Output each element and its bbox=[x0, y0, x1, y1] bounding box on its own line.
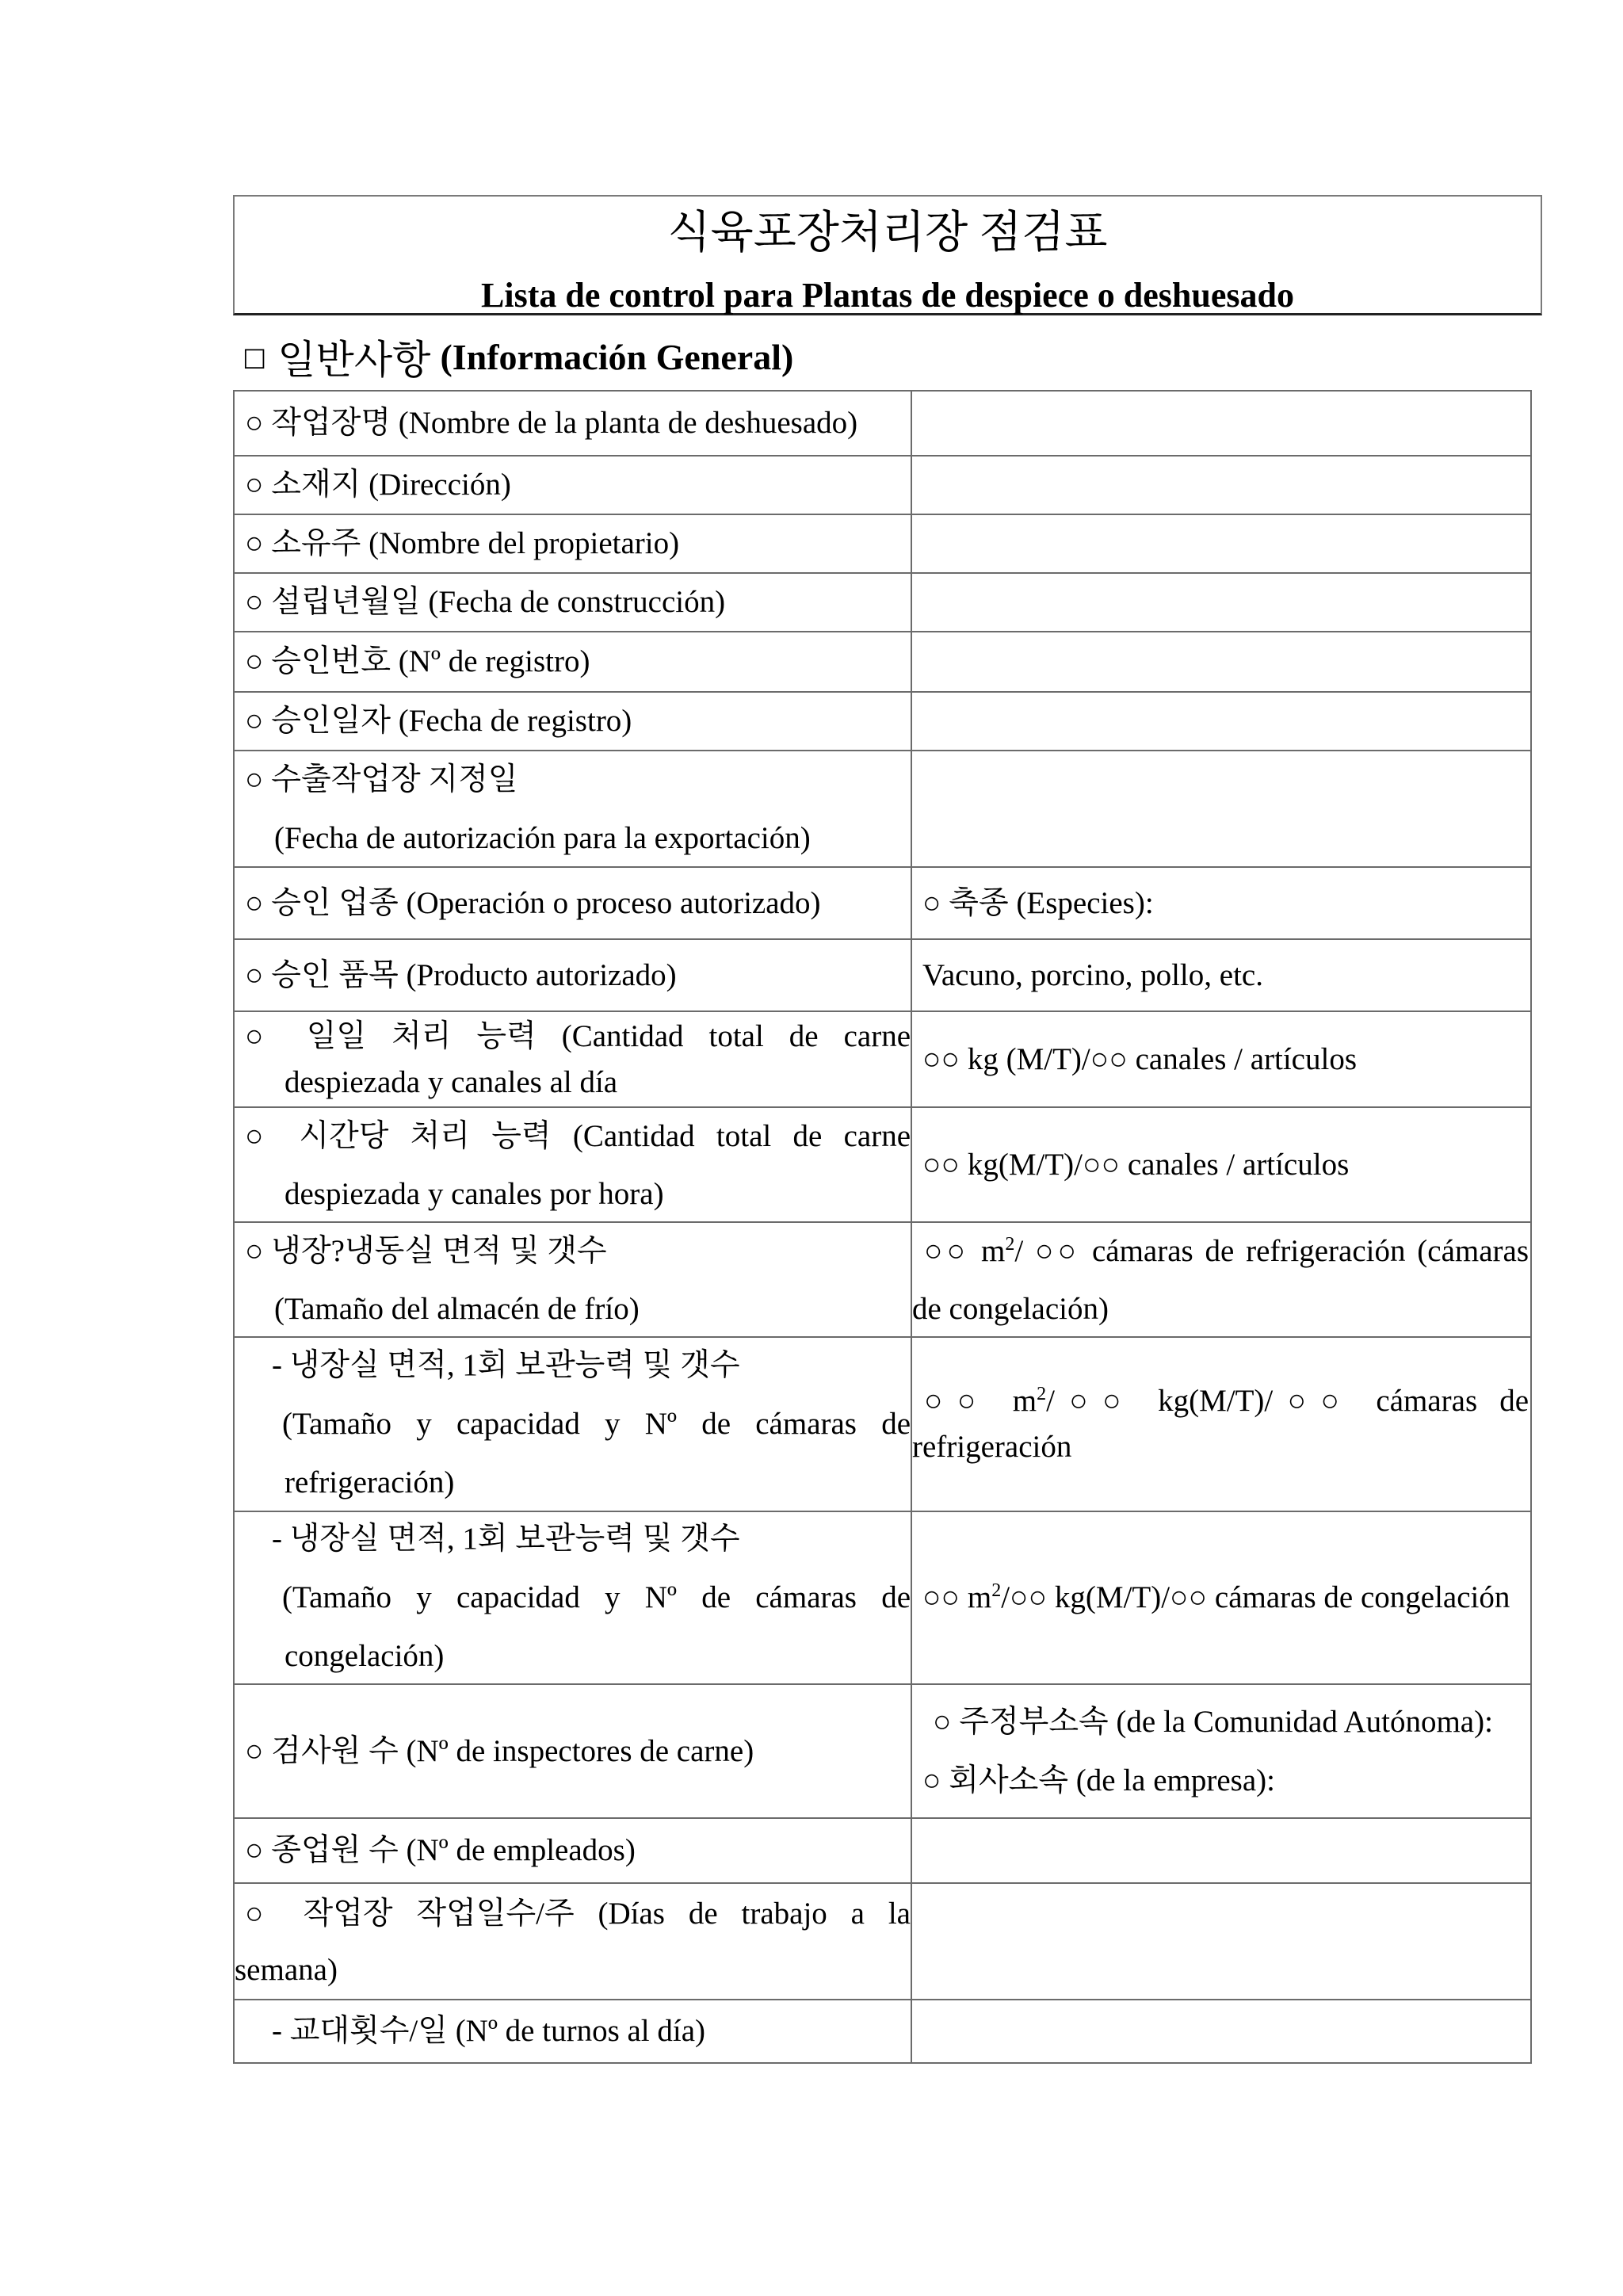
label-line: (Tamaño y capacidad y Nº de cámaras de bbox=[282, 1407, 911, 1441]
field-value bbox=[911, 1884, 1530, 1999]
field-value bbox=[911, 1819, 1530, 1882]
title-spanish: Lista de control para Plantas de despiece o deshuesado bbox=[481, 276, 1294, 315]
field-label bbox=[235, 632, 911, 691]
field-value bbox=[911, 574, 1530, 631]
field-value bbox=[911, 1338, 1530, 1511]
label-line: ○ 설립년월일 (Fecha de construcción) bbox=[245, 585, 726, 619]
value-text: ○○ m bbox=[922, 1580, 992, 1614]
value-line bbox=[912, 1222, 1529, 1280]
table-row bbox=[235, 1108, 1530, 1223]
value-text: ○○ m bbox=[924, 1233, 1006, 1268]
label-line: ○ 소재지 (Dirección) bbox=[245, 468, 511, 502]
table-row bbox=[235, 751, 1530, 868]
field-value bbox=[911, 751, 1530, 866]
field-label bbox=[235, 1819, 911, 1882]
value-line: de congelación) bbox=[912, 1291, 1109, 1326]
table-row bbox=[235, 940, 1530, 1012]
field-label bbox=[235, 392, 911, 455]
label-line: ○ 작업장 작업일수/주 (Días de trabajo a la bbox=[245, 1896, 911, 1931]
section-heading bbox=[242, 331, 793, 382]
field-value bbox=[911, 868, 1530, 938]
label-line: semana) bbox=[235, 1952, 338, 1987]
value-line: refrigeración bbox=[912, 1430, 1072, 1464]
label-line: ○ 냉장?냉동실 면적 및 갯수 bbox=[245, 1233, 607, 1268]
label-line: ○ 소유주 (Nombre del propietario) bbox=[245, 526, 680, 560]
table-row bbox=[235, 515, 1530, 574]
label-line: - 냉장실 면적, 1회 보관능력 및 갯수 bbox=[272, 1522, 740, 1556]
table-row bbox=[235, 457, 1530, 515]
field-label bbox=[235, 1512, 911, 1683]
title-korean: 식육포장처리장 점검표 bbox=[667, 208, 1108, 258]
field-label bbox=[235, 868, 911, 938]
table-row bbox=[235, 1685, 1530, 1819]
value-text: /○○ kg(M/T)/○○ cámaras de bbox=[1046, 1384, 1529, 1418]
label-line: despiezada y canales al día bbox=[285, 1064, 618, 1099]
field-label bbox=[235, 1223, 911, 1336]
field-value bbox=[911, 693, 1530, 750]
field-value bbox=[911, 2000, 1530, 2062]
label-line: (Tamaño y capacidad y Nº de cámaras de bbox=[282, 1580, 911, 1614]
label-line: despiezada y canales por hora) bbox=[285, 1176, 664, 1211]
field-label bbox=[235, 457, 911, 514]
field-value bbox=[911, 1685, 1530, 1817]
field-label bbox=[235, 574, 911, 631]
value-line: ○ 축종 (Especies): bbox=[922, 885, 1154, 920]
label-line: ○ 수출작업장 지정일 bbox=[245, 762, 518, 797]
label-line: (Fecha de autorización para la exportación) bbox=[274, 820, 811, 855]
section-marker-icon: □ bbox=[242, 342, 267, 372]
field-value bbox=[911, 1512, 1530, 1683]
title-box bbox=[233, 195, 1542, 315]
value-text: /○○ kg(M/T)/○○ cámaras de congelación bbox=[1001, 1580, 1510, 1614]
label-line: ○ 일일 처리 능력 (Cantidad total de carne bbox=[245, 1018, 911, 1053]
value-line bbox=[912, 1378, 1529, 1424]
field-label bbox=[235, 940, 911, 1010]
table-row bbox=[235, 1819, 1530, 1884]
label-line: ○ 승인 업종 (Operación o proceso autorizado) bbox=[245, 885, 821, 920]
value-line: Vacuno, porcino, pollo, etc. bbox=[922, 957, 1263, 992]
table-row bbox=[235, 1338, 1530, 1512]
value-line: ○○ kg (M/T)/○○ canales / artículos bbox=[922, 1041, 1357, 1076]
value-line: ○ 회사소속 (de la empresa): bbox=[922, 1763, 1275, 1797]
field-label bbox=[235, 515, 911, 572]
table-row bbox=[235, 1512, 1530, 1685]
general-info-table bbox=[233, 390, 1532, 2064]
field-value bbox=[911, 1223, 1530, 1336]
table-row bbox=[235, 693, 1530, 751]
value-line bbox=[912, 1568, 1529, 1627]
field-value bbox=[911, 1108, 1530, 1221]
field-label bbox=[235, 1338, 911, 1511]
value-line: ○○ kg(M/T)/○○ canales / artículos bbox=[922, 1147, 1350, 1182]
field-value bbox=[911, 940, 1530, 1010]
table-row bbox=[235, 632, 1530, 693]
field-label bbox=[235, 1108, 911, 1221]
label-line: refrigeración) bbox=[285, 1465, 455, 1499]
label-line: congelación) bbox=[285, 1639, 445, 1673]
table-row bbox=[235, 1223, 1530, 1338]
label-line: ○ 승인 품목 (Producto autorizado) bbox=[245, 957, 677, 992]
field-label bbox=[235, 1884, 911, 1999]
value-text: / ○○ cámaras de refrigeración (cámaras bbox=[1014, 1233, 1529, 1268]
field-label bbox=[235, 1012, 911, 1106]
table-row bbox=[235, 392, 1530, 457]
value-text: ○○ m bbox=[924, 1384, 1037, 1418]
field-value bbox=[911, 457, 1530, 514]
label-line: ○ 승인번호 (Nº de registro) bbox=[245, 644, 590, 678]
label-line: ○ 작업장명 (Nombre de la planta de deshuesado) bbox=[245, 406, 858, 440]
field-label bbox=[235, 751, 911, 866]
superscript: 2 bbox=[1005, 1233, 1015, 1255]
section-title-korean: 일반사항 bbox=[277, 338, 431, 382]
field-label bbox=[235, 2000, 911, 2062]
table-row bbox=[235, 2000, 1530, 2064]
value-line: ○ 주정부소속 (de la Comunidad Autónoma): bbox=[933, 1704, 1493, 1739]
field-label bbox=[235, 693, 911, 750]
table-row bbox=[235, 1012, 1530, 1108]
field-value bbox=[911, 1012, 1530, 1106]
label-line: - 냉장실 면적, 1회 보관능력 및 갯수 bbox=[272, 1348, 740, 1382]
field-value bbox=[911, 392, 1530, 455]
field-label bbox=[235, 1685, 911, 1817]
label-line: ○ 검사원 수 (Nº de inspectores de carne) bbox=[245, 1733, 754, 1768]
field-value bbox=[911, 515, 1530, 572]
table-row bbox=[235, 1884, 1530, 2000]
table-row bbox=[235, 868, 1530, 940]
section-title-spanish: (Información General) bbox=[440, 336, 794, 377]
superscript: 2 bbox=[991, 1580, 1002, 1601]
label-line: ○ 종업원 수 (Nº de empleados) bbox=[245, 1833, 636, 1867]
label-line: ○ 시간당 처리 능력 (Cantidad total de carne bbox=[245, 1118, 911, 1153]
label-line: ○ 승인일자 (Fecha de registro) bbox=[245, 704, 632, 738]
table-row bbox=[235, 574, 1530, 632]
label-line: - 교대횟수/일 (Nº de turnos al día) bbox=[272, 2014, 706, 2048]
label-line: (Tamaño del almacén de frío) bbox=[274, 1291, 640, 1326]
field-value bbox=[911, 632, 1530, 691]
superscript: 2 bbox=[1037, 1384, 1047, 1404]
